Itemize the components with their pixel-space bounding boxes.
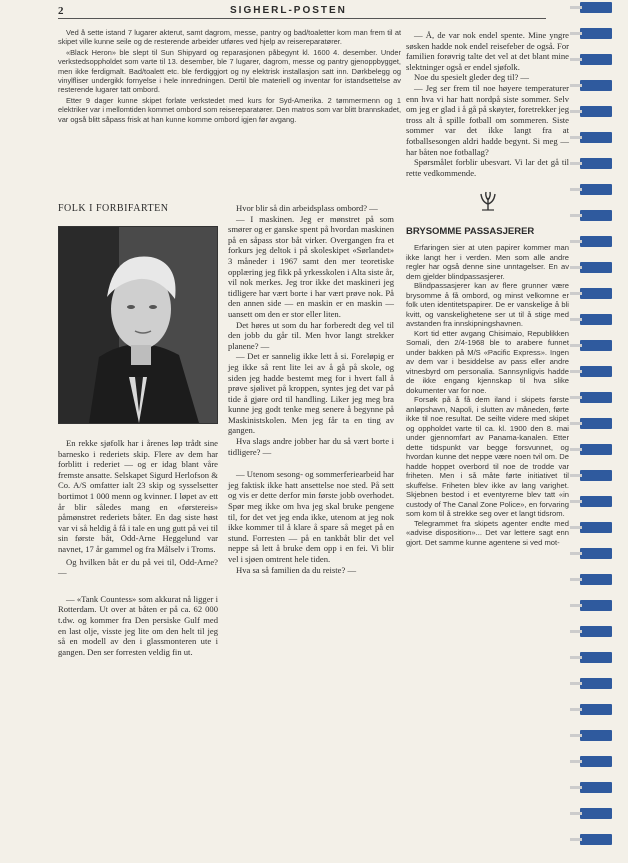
- binding-tab: [580, 418, 612, 429]
- binding-tab: [580, 2, 612, 13]
- binding-tab: [580, 704, 612, 715]
- binding-tab: [580, 626, 612, 637]
- page-number: 2: [58, 5, 64, 17]
- paragraph: — Jeg ser frem til noe høyere temperaturer enn hva vi har hatt nordpå siste sommer. Selv om jeg er glad i å gå på skøyter, foretrekker jeg tross alt å spille fotball om sommeren. Siste sommer var det ikke langt fra at fotballsesongen aldri hadde begynt. Si meg — har båten noe fotballag?: [406, 82, 569, 157]
- column-middle: [228, 203, 394, 575]
- intro-article: [58, 28, 401, 125]
- ornament-icon: [406, 190, 569, 216]
- paragraph: Forsøk på å få dem iland i skipets første anløpshavn, Napoli, i slutten av måneden, førte ikke til noe resultat. De seilte videre med skipet og oppholdet varte til ca. kl. 1900 den 8. mai under gjennomfart av Panama-kanalen. Etter dette tidspunkt var begge forsvunnet, og hvordan kunne det neppe være noen tvil om. De hadde hoppet overbord til noe de trodde var friheten. Men i så måte førte initiativet til skuffelse. Friheten blev ikke av lang varighet. Skjebnen bestod i et eventyrerne blev tatt «in custody of The Canal Zone Police», en forvaring som kom til å strekke seg over et langt tidsrom.: [406, 395, 569, 519]
- paragraph: — Utenom sesong- og sommerferiearbeid har jeg faktisk ikke hatt ansettelse noe sted. På sett og vis er dette derfor min første jobb overhodet. Spør meg ikke om hva jeg skal bruke pengene til, for det vet jeg enda ikke, utenom at jeg nok ikke kommer til å klare å spare så meget på en stund. Forresten — på en tankbåt blir det vel neppe så lett å bruke dem opp i en fei. Vi blir vel i sjøen omtrent hele tiden.: [228, 469, 394, 564]
- binding-tab: [580, 314, 612, 325]
- binding-tab: [580, 470, 612, 481]
- intro-paragraph: Etter 9 dager kunne skipet forlate verkstedet med kurs for Syd-Amerika. 2 tømmermenn og 1 elektriker var i mellomtiden kommet ombord som reisereparatører. Den matros som var blitt brannskadet, var også blitt såpass frisk at han kunne komme ombord igjen før avgang.: [58, 95, 401, 124]
- paragraph: Blindpassasjerer kan av flere grunner være brysomme å få ombord, og minst velkomne er folk uten identitetspapirer. De er vanskelige å bli kvitt, og vanskelighetene ser ut til å stige med avstanden fra innskipningshavnen.: [406, 281, 569, 329]
- binding-tab: [580, 574, 612, 585]
- binding-tab: [580, 236, 612, 247]
- binding-tab: [580, 54, 612, 65]
- binding-tab: [580, 678, 612, 689]
- paragraph: Hva sa så familien da du reiste? —: [236, 564, 357, 575]
- binding-tab: [580, 782, 612, 793]
- spiral-binding: [578, 0, 628, 863]
- binding-tab: [580, 366, 612, 377]
- binding-tab: [580, 288, 612, 299]
- paragraph: — «Tank Countess» som akkurat nå ligger i Rotterdam. Ut over at båten er på ca. 62 000 t.dw. og kommer fra Den persiske Gulf med en last olje, visste jeg lite om den helt til jeg så en modell av den i glassmonteren ute i gangen. Den ser forresten veldig fin ut.: [58, 593, 218, 657]
- paragraph: Hvor blir så din arbeidsplass ombord? —: [236, 203, 378, 213]
- portrait-photo: [58, 226, 218, 424]
- intro-paragraph: Ved å sette istand 7 lugarer akterut, samt dagrom, messe, pantry og bad/toaletter kom man frem til at skipet ville kunne seile og de resterende arbeider utføres ved hjelp av reisereparatører.: [58, 28, 401, 47]
- binding-tab: [580, 28, 612, 39]
- binding-tab: [580, 808, 612, 819]
- column-right-interview-end: [406, 30, 569, 178]
- binding-tab: [580, 210, 612, 221]
- binding-tab: [580, 132, 612, 143]
- intro-paragraph: «Black Heron» ble slept til Sun Shipyard og reparasjonen påbegynt kl. 1600 4. desember. Under verkstedsoppholdet som varte til 13. desember, ble 7 lugarer, dagrom, messe og pantry gjenoppbygget, men ikke ferdigmalt. Bad/toalett etc. ble ferdiggjort og ny elektrisk installasjon satt inn. Dørkbelegg og vinylfliser undergikk fornyelse i hele innredningen. Dertil ble materiell og inventar for istandsettelse av resterende lugarer tatt ombord.: [58, 47, 401, 95]
- binding-tab: [580, 262, 612, 273]
- section-title-brysomme: BRYSOMME PASSASJERER: [406, 226, 535, 238]
- paragraph: — Å, de var nok endel spente. Mine yngre søsken hadde nok endel reisefeber de også. For familien forøvrig talte det vel at det blant mine slektninger også er endel sjøfolk.: [406, 30, 569, 72]
- paragraph: En rekke sjøfolk har i årenes løp trådt sine barnesko i rederiets skip. Flere av dem har forblitt i rederiet — og er idag blant våre fremste ansatte. Selskapet Sigurd Herlofson & Co. A/S omfatter ialt 23 skip og sysselsetter bortimot 1 000 menn og kvinner. I løpet av ett år blir således mang en «førstereis» påmønstret rederiets båter. En dag siste høst var vi så heldig å få i tale en ung gutt på vei til sin første båt, Odd-Arne Heggelund var navnet, 17 år gammel og fra Målselv i Troms.: [58, 438, 218, 554]
- binding-tab: [580, 184, 612, 195]
- paragraph: Hva slags andre jobber har du så vært borte i tidligere? —: [228, 436, 394, 457]
- column-left-text: [58, 438, 218, 657]
- binding-tab: [580, 340, 612, 351]
- paragraph: Og hvilken båt er du på vei til, Odd-Arne? —: [58, 556, 218, 578]
- header-rule: [58, 18, 546, 19]
- section-title-folk: FOLK I FORBIFARTEN: [58, 203, 169, 214]
- page-header-title: SIGHERL-POSTEN: [230, 5, 347, 16]
- paragraph: Kort tid etter avgang Chisimaio, Republikken Somali, den 2/4-1968 ble to arabere funnet under bakken på M/S «Pacific Express». Ingen av dem var i besiddelse av pass eller andre vitnesbyrd om personalia. Sannsynligvis hadde de ikke engang kjennskap til hva slike dokumenter var for noe.: [406, 328, 569, 395]
- paragraph: Erfaringen sier at uten papirer kommer man ikke langt her i verden. Men som alle andre regler har også denne sine unntagelser. En av dem gjelder blindpassasjerer.: [406, 243, 569, 281]
- binding-tab: [580, 392, 612, 403]
- column-middle-text: [228, 203, 394, 575]
- paragraph: Det høres ut som du har forberedt deg vel til den jobb du går til. Men hvor langt strekker planene? —: [228, 319, 394, 351]
- binding-tab: [580, 522, 612, 533]
- binding-tab: [580, 444, 612, 455]
- binding-tab: [580, 106, 612, 117]
- binding-tab: [580, 730, 612, 741]
- binding-tab: [580, 834, 612, 845]
- column-right: [406, 30, 569, 547]
- binding-tab: [580, 496, 612, 507]
- paragraph: Spørsmålet forblir ubesvart. Vi lar det gå til rette vedkommende.: [406, 157, 569, 178]
- binding-tab: [580, 600, 612, 611]
- binding-tab: [580, 756, 612, 767]
- paragraph: — I maskinen. Jeg er mønstret på som smører og er ganske spent på hvordan maskinen på en såpass stor båt virker. Overgangen fra et forkurs jeg deltok i på skoleskipet «Sørlandet» 3 måneder i 1967 samt den mer teoretiske opplæring jeg fikk på yrkesskolen i Alta siste år, vil nok merkes. Jeg tror ikke det maskineri jeg tidligere har vært borte i har vært prøve nok. På den annen side — en maskin er en maskin — uansett om den er stor eller liten.: [228, 213, 395, 319]
- portrait-illustration: [59, 227, 217, 423]
- paragraph: — Det er sannelig ikke lett å si. Foreløpig er jeg ikke så rent lite lei av å gå på skole, og siden jeg hadde bestemt meg for i hvert fall å prøve sjølivet på kroppen, syntes jeg det var på tide å gjøre ord til handling. Liker jeg meg bra kunne jeg godt tenke meg senere å begynne på Maskinistskolen. Men jeg får ta en ting av gangen.: [228, 351, 394, 436]
- binding-tab: [580, 652, 612, 663]
- column-right-text: [406, 243, 569, 547]
- binding-tab: [580, 548, 612, 559]
- binding-tab: [580, 158, 612, 169]
- paragraph: Noe du spesielt gleder deg til? —: [414, 72, 530, 83]
- paragraph: Telegrammet fra skipets agenter endte med «advise disposition»... Det var lettere sagt enn gjort. Det samme kunne agentene si ved mot-: [406, 518, 569, 547]
- column-left: [58, 203, 218, 657]
- binding-tab: [580, 80, 612, 91]
